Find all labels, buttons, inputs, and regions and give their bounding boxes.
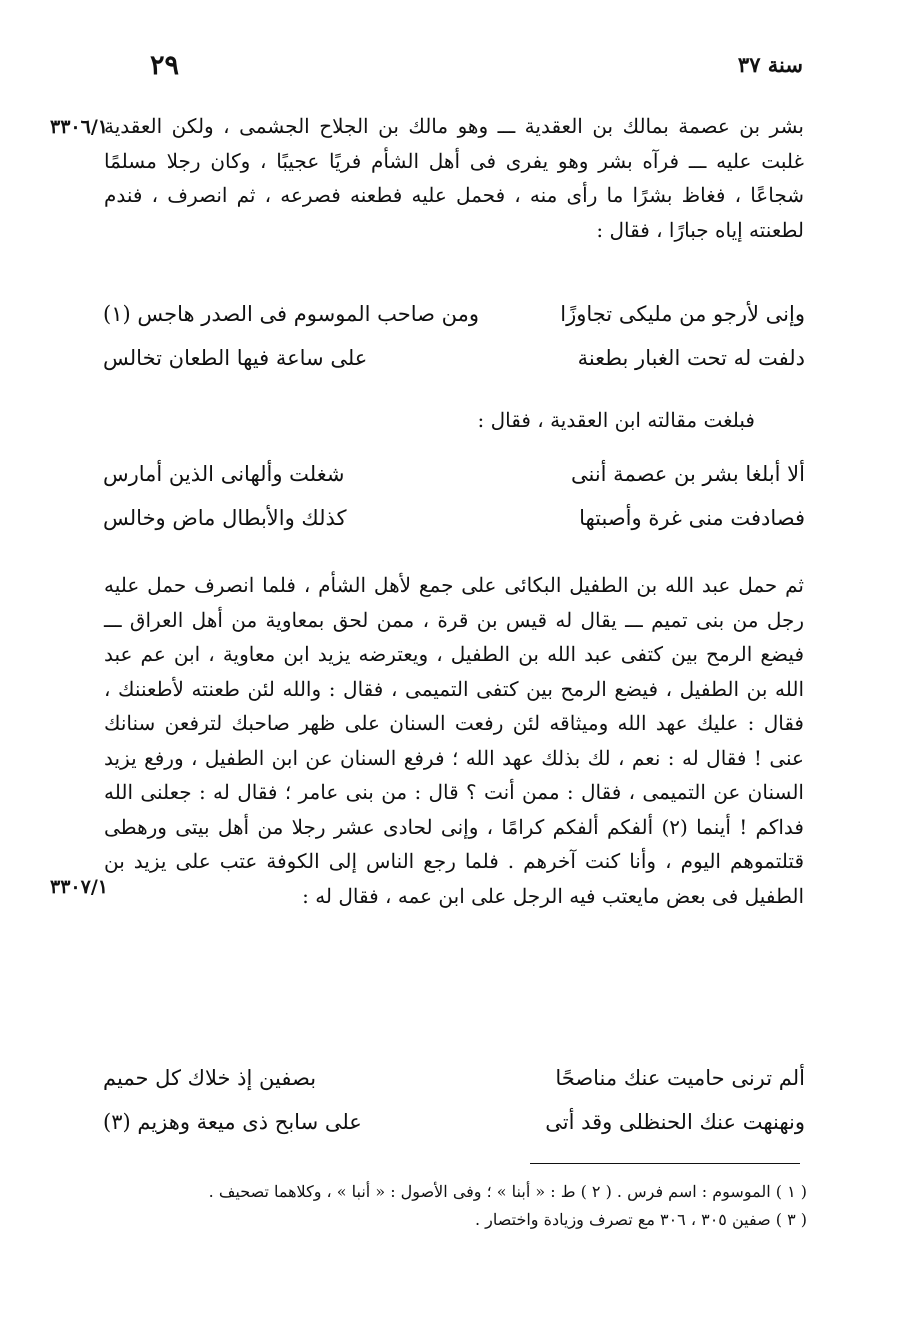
poem-2 <box>103 452 805 540</box>
verse-line <box>103 292 805 336</box>
footnote: ( ٣ ) صفين ٣٠٥ ، ٣٠٦ مع تصرف وزيادة واختصار . <box>474 1210 807 1229</box>
paragraph-2 <box>104 568 804 913</box>
hemistich-right: وإنى لأرجو من مليكى تجاوزًا <box>560 302 805 326</box>
verse-line <box>103 336 805 380</box>
hemistich-left: كذلك والأبطال ماض وخالس <box>103 506 347 530</box>
hemistich-left: على سابح ذى ميعة وهزيم (٣) <box>103 1110 362 1134</box>
paragraph-text: بشر بن عصمة بمالك بن العقدية ـــ وهو مالك بن الجلاح الجشمى ، ولكن العقدية غلبت عليه ـــ فرآه بشر وهو يفرى فى أهل الشأم فريًا عجيبًا ، وكان رجلا مسلمًا شجاعًا ، فغاظ بشرًا ما رأى منه ، فحمل عليه فطعنه فصرعه ، ثم انصرف ، فندم لطعنته إياه جبارًا ، فقال : <box>104 114 804 242</box>
running-header-year: سنة ٣٧ <box>737 52 803 77</box>
poem-3 <box>103 1056 805 1144</box>
hemistich-right: ونهنهت عنك الحنظلى وقد أتى <box>545 1110 805 1134</box>
verse-line <box>103 496 805 540</box>
hemistich-left: بصفين إذ خلاك كل حميم <box>103 1066 317 1090</box>
verse-line <box>103 1056 805 1100</box>
footnotes <box>102 1178 807 1234</box>
hemistich-right: فصادفت منى غرة وأصبتها <box>579 506 805 530</box>
verse-intro: فبلغت مقالته ابن العقدية ، فقال : <box>477 408 755 432</box>
hemistich-right: ألا أبلغا بشر بن عصمة أننى <box>570 462 805 486</box>
verse-line <box>103 1100 805 1144</box>
hemistich-right: ألم ترنى حاميت عنك مناصحًا <box>555 1066 805 1090</box>
page-number: ٢٩ <box>150 50 180 81</box>
paragraph-1 <box>104 109 804 247</box>
hemistich-right: دلفت له تحت الغبار بطعنة <box>577 346 805 370</box>
hemistich-left: شغلت وألهانى الذين أمارس <box>103 462 345 486</box>
footnote: ( ١ ) الموسوم : اسم فرس . ( ٢ ) ط : « أبنا » ؛ وفى الأصول : « أنبا » ، وكلاهما تصحيف . <box>208 1182 807 1201</box>
margin-reference: ٣٣٠٧/١ <box>50 876 108 898</box>
poem-1 <box>103 292 805 380</box>
paragraph-text: ثم حمل عبد الله بن الطفيل البكائى على جمع لأهل الشأم ، فلما انصرف حمل عليه رجل من بنى تميم ـــ يقال له قيس بن قرة ، ممن لحق بمعاوية من أهل العراق ـــ فيضع الرمح بين كتفى عبد الله بن الطفيل ، ويعترضه يزيد ابن معاوية ، ابن عم عبد الله بن الطفيل ، فيضع الرمح بين كتفى التميمى ، فقال : والله لئن طعنته لأطعننك ، فقال : عليك عهد الله وميثاقه لئن رفعت السنان على ظهر صاحبك لترفعن سنانك عنى ! فقال له : نعم ، لك بذلك عهد الله ؛ فرفع السنان عن ابن الطفيل ، ورفع يزيد السنان عن التميمى ، فقال : ممن أنت ؟ قال : من بنى عامر ؛ فقال له : جعلنى الله فداكم ! أينما (٢) ألفكم ألفكم كرامًا ، وإنى لحادى عشر رجلا من أهل بيتى ورهطى قتلتموهم اليوم ، وأنا كنت آخرهم . فلما رجع الناس إلى الكوفة عتب على يزيد بن الطفيل فى بعض مايعتب فيه الرجل على ابن عمه ، فقال له : <box>104 573 804 908</box>
footnote-divider <box>530 1163 800 1164</box>
verse-line <box>103 452 805 496</box>
hemistich-left: ومن صاحب الموسوم فى الصدر هاجس (١) <box>103 302 479 326</box>
margin-reference: ٣٣٠٦/١ <box>50 116 108 138</box>
hemistich-left: على ساعة فيها الطعان تخالس <box>103 346 368 370</box>
